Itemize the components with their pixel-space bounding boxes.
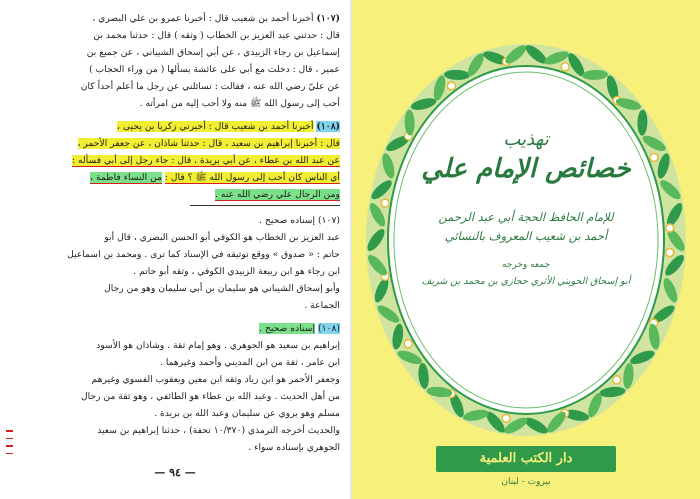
green-highlighted-text: من النساء فاطمة ، <box>90 172 162 183</box>
text-line: مسلم وهو يروي عن سليمان وعبد الله بن بريدة . <box>154 408 340 419</box>
note-number: (١٠٨) <box>318 323 340 334</box>
text-line: عن عليّ رضي الله عنه ، فقالت : تسائلني عن رجل ما أعلم أحداً كان <box>80 81 340 92</box>
text-line: عبد العزيز بن الخطاب هو الكوفي أبو الحسن البصري ، قال أبو <box>104 232 340 243</box>
text-line: وجعفر الأحمر هو ابن زياد وثقه ابن معين ويعقوب الفسوي وغيرهم <box>91 374 340 385</box>
text-line <box>10 118 340 135</box>
text-line <box>10 135 340 152</box>
text-line <box>10 169 340 186</box>
hadith-107 <box>10 10 340 112</box>
footnotes <box>10 212 340 456</box>
text-line: والحديث أخرجه الترمذي (١٠/٣٧٠ تحفة) ، حدثنا إبراهيم بن سعيد <box>97 425 340 436</box>
hadith-number: (١٠٨) <box>316 121 340 132</box>
flower-ornament <box>561 63 569 71</box>
hadith-108 <box>10 118 340 203</box>
publisher-logo: دار الكتب العلمية <box>436 446 616 472</box>
margin-marks <box>6 430 14 480</box>
text-line: ابن عامر ، ثقة من ابن المديني وأحمد وغيرهما . <box>159 357 340 368</box>
editor-name: أبو إسحاق الحويني الأثري حجازي بن محمد بن شريف <box>421 276 631 287</box>
text-line: من أهل الحديث . وعبد الله بن عطاء هو الطائفي ، وهو ثقة من رجال <box>80 391 340 402</box>
text-line: أحب إلى رسول الله ﷺ منه ولا أحب إليه من امرأته . <box>139 98 340 109</box>
highlighted-text: أخبرنا أحمد بن شعيب قال : أخبرني زكريا بن يحيى ، <box>117 121 314 132</box>
text-line: إبراهيم بن سعيد هو الجوهري . وهو إمام ثقة . وشاذان هو الأسود <box>96 340 340 351</box>
highlighted-text: قال : أخبرنا إبراهيم بن سعيد ، قال : حدثنا شاذان ، عن جعفر الأحمر ، <box>77 138 340 149</box>
author-line: للإمام الحافظ الحجة أبي عبد الرحمن <box>438 210 614 224</box>
text-line <box>10 186 340 203</box>
flower-ornament <box>613 376 621 384</box>
book-cover <box>352 0 700 499</box>
cover-title-area <box>404 118 648 358</box>
note-title: (١٠٧) إسناده صحيح . <box>259 215 340 226</box>
text-line: وأبو إسحاق الشيباني هو سليمان بن أبي سليمان وهو من رجال <box>104 283 340 294</box>
text-line-content: أخبرنا أحمد بن شعيب قال : أخبرنا عمرو بن علي البصري ، <box>92 13 314 24</box>
flower-ornament <box>666 249 674 257</box>
hadith-number: (١٠٧) <box>316 13 340 24</box>
text-line: إسماعيل بن رجاء الزبيدي ، عن أبي إسحاق الشيباني ، عن جميع بن <box>86 47 340 58</box>
flower-ornament <box>650 154 658 162</box>
page-number: — ٩٤ — <box>154 466 196 479</box>
highlighted-text: أي الناس كان أحب إلى رسول الله ﷺ ؟ قال : <box>164 172 340 183</box>
flower-ornament <box>447 82 455 90</box>
text-line: ابن رجاء هو ابن ربيعة الزبيدي الكوفي ، وثقه أبو حاتم . <box>133 266 340 277</box>
edited-by-label: جمعه وخرجه <box>501 260 551 270</box>
text-line: قال : حدثني عبد العزيز بن الخطاب ( وثقه ) قال : حدثنا محمد بن <box>93 30 340 41</box>
text-line: الجوهري بإسناده سواء . <box>248 442 340 453</box>
flower-ornament <box>666 224 674 232</box>
text-line: عمير ، قال : دخلت مع أبي على عائشة يسألها ( من وراء الحجاب ) <box>89 64 340 75</box>
text-line <box>10 152 340 169</box>
flower-ornament <box>381 199 389 207</box>
text-line: حاتم : « صدوق » ووقع توثيقه في الإسناد كما ترى . ومحمد بن اسماعيل <box>67 249 340 260</box>
green-highlighted-text: ومن الرجال علي رضي الله عنه . <box>215 189 340 200</box>
text-line <box>10 10 340 27</box>
footnote-divider <box>190 205 340 206</box>
cover-subtitle: تهذيب <box>503 129 549 150</box>
cover-title: خصائص الإمام علي <box>421 154 631 184</box>
text-line: الجماعة . <box>304 300 340 311</box>
publisher-city: بيروت - لبنان <box>501 477 551 487</box>
green-highlighted-text: إسناده صحيح . <box>259 323 316 334</box>
note-title <box>10 320 340 337</box>
highlighted-text: عن عبد الله بن عطاء ، عن أبي بريدة ، قال : جاء رجل إلى أبي فسأله : <box>71 155 340 166</box>
flower-ornament <box>502 414 510 422</box>
author-line: أحمد بن شعيب المعروف بالنسائي <box>444 229 608 243</box>
